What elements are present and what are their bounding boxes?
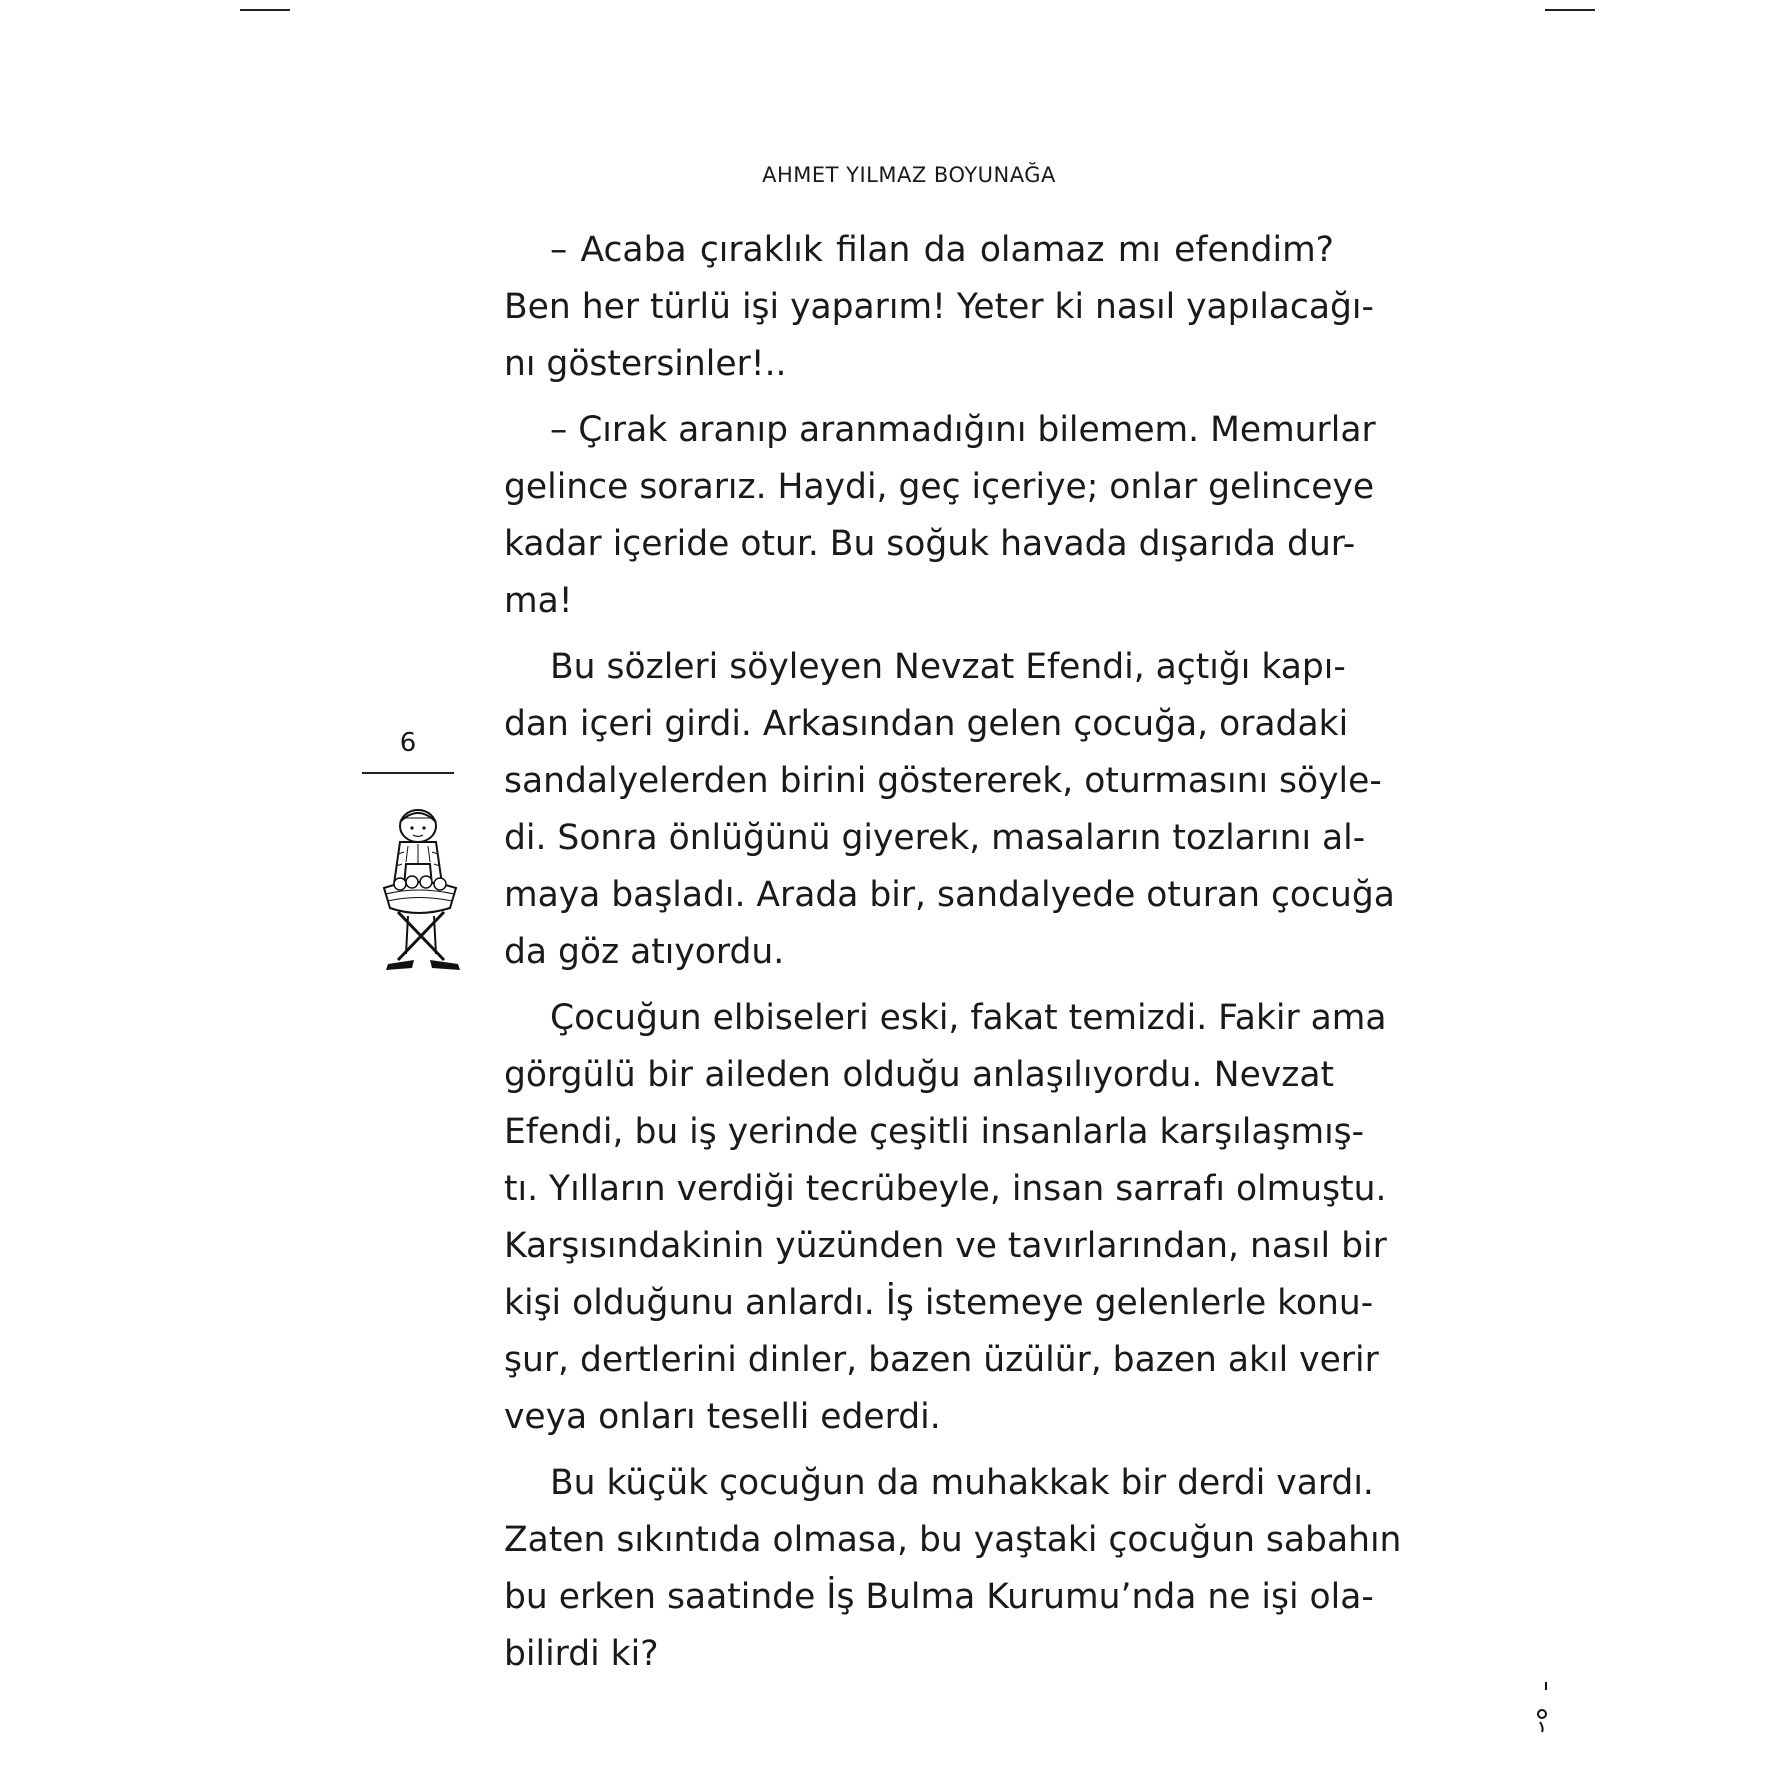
text-line: da göz atıyordu. <box>504 932 785 972</box>
crop-mark-left <box>240 9 290 11</box>
text-line: kişi olduğunu anlardı. İş istemeye gelenlerle konu- <box>504 1283 1374 1323</box>
text-line: – Acaba çıraklık filan da olamaz mı efendim? <box>550 230 1334 270</box>
text-line: veya onları teselli ederdi. <box>504 1397 941 1437</box>
page-number-rule <box>362 772 454 774</box>
crop-mark-right <box>1545 9 1595 11</box>
page-edge-ornament-icon <box>1530 1680 1550 1740</box>
text-line: bu erken saatinde İş Bulma Kurumu’nda ne işi ola- <box>504 1577 1374 1617</box>
text-line: – Çırak aranıp aranmadığını bilemem. Memurlar <box>550 410 1376 450</box>
paragraph-4 <box>504 990 1387 1446</box>
text-line: kadar içeride otur. Bu soğuk havada dışarıda dur- <box>504 524 1356 564</box>
running-head-author: AHMET YILMAZ BOYUNAĞA <box>762 163 1056 187</box>
text-line: görgülü bir aileden olduğu anlaşılıyordu. Nevzat <box>504 1055 1334 1095</box>
text-line: sandalyelerden birini göstererek, oturmasını söyle- <box>504 761 1382 801</box>
body-text <box>504 222 1402 1692</box>
text-line: Zaten sıkıntıda olmasa, bu yaştaki çocuğun sabahın <box>504 1520 1402 1560</box>
text-line: bilirdi ki? <box>504 1634 659 1674</box>
text-line: maya başladı. Arada bir, sandalyede oturan çocuğa <box>504 875 1395 915</box>
boy-with-basket-illustration <box>378 804 468 974</box>
paragraph-1 <box>504 222 1374 393</box>
text-line: dan içeri girdi. Arkasından gelen çocuğa, oradaki <box>504 704 1349 744</box>
text-line: di. Sonra önlüğünü giyerek, masaların tozlarını al- <box>504 818 1366 858</box>
text-line: Ben her türlü işi yaparım! Yeter ki nasıl yapılacağı- <box>504 287 1374 327</box>
text-line: Çocuğun elbiseleri eski, fakat temizdi. Fakir ama <box>550 998 1387 1038</box>
text-line: gelince sorarız. Haydi, geç içeriye; onlar gelinceye <box>504 467 1375 507</box>
text-line: Efendi, bu iş yerinde çeşitli insanlarla karşılaşmış- <box>504 1112 1365 1152</box>
page-number: 6 <box>399 728 417 758</box>
text-line: tı. Yılların verdiği tecrübeyle, insan sarrafı olmuştu. <box>504 1169 1387 1209</box>
paragraph-5 <box>504 1455 1402 1683</box>
text-line: Bu küçük çocuğun da muhakkak bir derdi vardı. <box>550 1463 1374 1503</box>
text-line: nı göstersinler!.. <box>504 344 787 384</box>
text-line: ma! <box>504 581 573 621</box>
paragraph-3 <box>504 639 1395 981</box>
text-line: Bu sözleri söyleyen Nevzat Efendi, açtığı kapı- <box>550 647 1346 687</box>
text-line: Karşısındakinin yüzünden ve tavırlarından, nasıl bir <box>504 1226 1387 1266</box>
text-line: şur, dertlerini dinler, bazen üzülür, bazen akıl verir <box>504 1340 1379 1380</box>
paragraph-2 <box>504 402 1376 630</box>
